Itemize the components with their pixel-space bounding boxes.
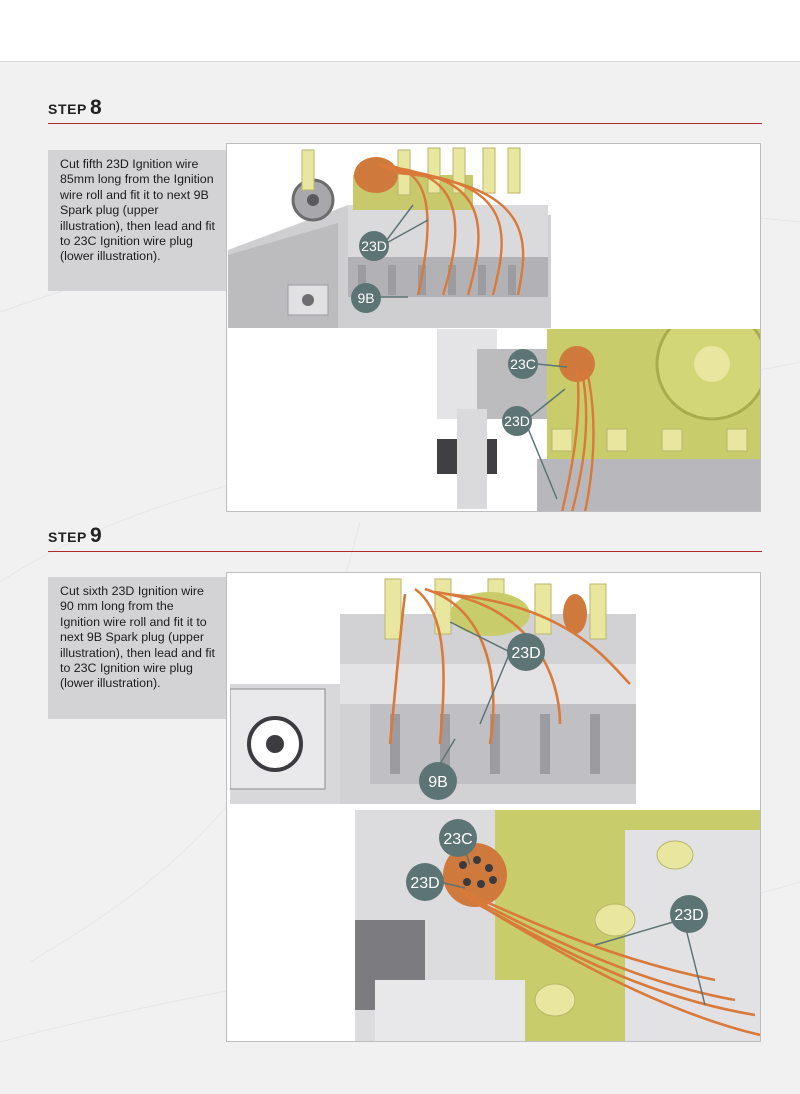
step-9-lower-illustration — [355, 810, 760, 1041]
svg-text:23C: 23C — [443, 831, 473, 848]
svg-text:23D: 23D — [504, 413, 530, 429]
step-8-illustration-frame — [226, 143, 761, 512]
svg-text:23C: 23C — [510, 356, 536, 372]
svg-text:9B: 9B — [357, 290, 375, 306]
svg-text:23D: 23D — [410, 875, 440, 892]
step-8-upper-illustration — [228, 145, 551, 328]
svg-text:23D: 23D — [361, 238, 387, 254]
step-9-instruction: Cut sixth 23D Ignition wire 90 mm long from the Ignition wire roll and fit it to next 9B Spark plug (upper illustration), then lead and fit to 23C Ignition wire plug (lower illustration). — [48, 577, 226, 719]
step-8-instruction: Cut fifth 23D Ignition wire 85mm long from the Ignition wire roll and fit it to next 9B Spark plug (upper illustration), then lead and fit to 23C Ignition wire plug (lower illustration). — [48, 150, 226, 291]
svg-text:23D: 23D — [674, 907, 704, 924]
svg-text:23D: 23D — [511, 645, 541, 662]
header-band — [0, 0, 800, 62]
step-9-upper-illustration — [230, 574, 636, 804]
step-8-heading — [48, 98, 762, 124]
step-number: 8 — [89, 96, 103, 119]
step-9-illustration-frame — [226, 572, 761, 1042]
step-label: STEP — [48, 529, 87, 545]
step-label: STEP — [48, 101, 87, 117]
step-8-lower-illustration — [437, 329, 760, 512]
svg-text:9B: 9B — [428, 774, 448, 791]
step-9-heading — [48, 526, 762, 552]
step-number: 9 — [89, 524, 103, 547]
